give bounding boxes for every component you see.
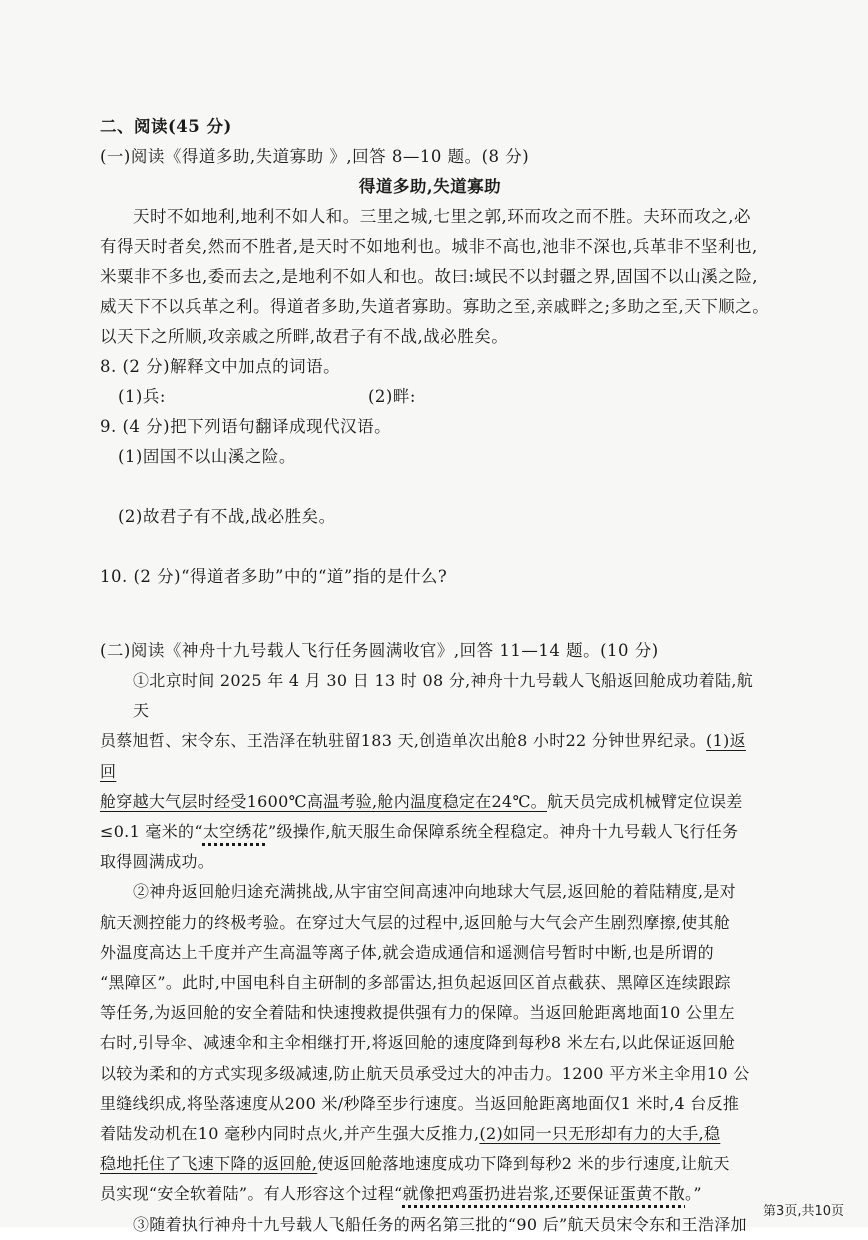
text-span: 。”: [685, 1184, 702, 1204]
passage-line: 威天下不以兵革之利。得道者多助,失道者寡助。寡助之至,亲戚畔之;多助之至,天下顺之。: [100, 297, 770, 316]
section-heading: 二、阅读(45 分): [100, 117, 232, 136]
text-span: 着陆发动机在10 毫秒内同时点火,并产生强大反推力,: [100, 1124, 480, 1144]
paragraph-2-line: 右时,引导伞、减速伞和主伞相继打开,将返回舱的速度降到每秒8 米左右,以此保证返回舱: [100, 1033, 736, 1053]
paragraph-1-line: ①北京时间 2025 年 4 月 30 日 13 时 08 分,神舟十九号载人飞船返回舱成功着陆,航天: [133, 671, 754, 721]
passage-line: 以天下之所顺,攻亲戚之所畔,故君子有不战,战必胜矣。: [100, 327, 509, 346]
underlined-sentence-2: 稳地托住了飞速下降的返回舱,: [100, 1154, 318, 1174]
paragraph-2-line: 等任务,为返回舱的安全着陆和快速搜救提供强有力的保障。当返回舱距离地面10 公里左: [100, 1003, 735, 1023]
answer-blank-1[interactable]: (1)兵:: [118, 387, 166, 406]
answer-space[interactable]: [100, 592, 760, 636]
paragraph-2-line: [100, 1149, 760, 1179]
paragraph-2-line: “黑障区”。此时,中国电科自主研制的多部雷达,担负起返回区首点截获、黑障区连续跟踪: [100, 973, 731, 993]
page-number: 第3页,共10页: [763, 1204, 844, 1219]
question-9-stem: 9. (4 分)把下列语句翻译成现代汉语。: [100, 417, 392, 436]
passage-line: 天时不如地利,地利不如人和。三里之城,七里之郭,环而攻之而不胜。夫环而攻之,必: [133, 207, 751, 226]
paragraph-1-line: 取得圆满成功。: [100, 852, 215, 872]
paragraph-3-line: ③随着执行神舟十九号载人飞船任务的两名第三批的“90 后”航天员宋令东和王浩泽加: [133, 1214, 747, 1234]
question-9-sentence-2: (2)故君子有不战,战必胜矣。: [118, 507, 336, 526]
text-span: 员蔡旭哲、宋令东、王浩泽在轨驻留183 天,创造单次出舱8 小时22 分钟世界纪录。: [100, 731, 707, 751]
paragraph-2-line: 以较为柔和的方式实现多级减速,防止航天员承受过大的冲击力。1200 平方米主伞用10 公: [100, 1063, 750, 1083]
answer-space[interactable]: [100, 472, 760, 502]
answer-space[interactable]: [100, 532, 760, 562]
paragraph-2-line: ②神舟返回舱归途充满挑战,从宇宙空间高速冲向地球大气层,返回舱的着陆精度,是对: [133, 882, 736, 902]
question-8-stem: 8. (2 分)解释文中加点的词语。: [100, 357, 341, 376]
paragraph-2-line: [100, 1179, 760, 1209]
part2-intro: (二)阅读《神舟十九号载人飞行任务圆满收官》,回答 11—14 题。(10 分): [100, 641, 659, 660]
underlined-sentence-1: 舱穿越大气层时经受1600℃高温考验,舱内温度稳定在24℃。: [100, 791, 547, 811]
passage-title: 得道多助,失道寡助: [358, 177, 502, 196]
paragraph-2-line: 外温度高达上千度并产生高温等离子体,就会造成通信和遥测信号暂时中断,也是所谓的: [100, 942, 714, 962]
page-content: [100, 112, 770, 1240]
passage-line: 有得天时者矣,然而不胜者,是天时不如地利也。城非不高也,池非不深也,兵革非不坚利也,: [100, 237, 758, 256]
paragraph-2-line: [100, 1119, 760, 1149]
text-span: 航天员完成机械臂定位误差: [546, 791, 743, 811]
underlined-sentence-1: (1)返回: [100, 731, 746, 781]
paragraph-2-line: 里缝线织成,将坠落速度从200 米/秒降至步行速度。当返回舱距离地面仅1 米时,4 台反推: [100, 1093, 740, 1113]
paragraph-1-line: [100, 787, 760, 817]
underlined-sentence-2: (2)如同一只无形却有力的大手,稳: [479, 1124, 721, 1144]
text-span: 使返回舱落地速度成功下降到每秒2 米的步行速度,让航天: [317, 1154, 730, 1174]
text-span: 员实现“安全软着陆”。有人形容这个过程“: [100, 1184, 403, 1204]
question-10-stem: 10. (2 分)“得道者多助”中的“道”指的是什么?: [100, 567, 448, 586]
part1-intro: (一)阅读《得道多助,失道寡助 》,回答 8—10 题。(8 分): [100, 147, 530, 166]
paragraph-2-line: 航天测控能力的终极考验。在穿过大气层的过程中,返回舱与大气会产生剧烈摩擦,使其舱: [100, 912, 731, 932]
text-span: ”级操作,航天服生命保障系统全程稳定。神舟十九号载人飞行任务: [268, 822, 739, 842]
text-span: ≤0.1 毫米的“: [100, 822, 203, 842]
answer-blank-2[interactable]: (2)畔:: [368, 387, 416, 406]
dotted-phrase: 就像把鸡蛋扔进岩浆,还要保证蛋黄不散: [402, 1184, 686, 1204]
paragraph-1-line: [100, 817, 760, 847]
paragraph-1-line: [100, 726, 760, 786]
question-9-sentence-1: (1)固国不以山溪之险。: [118, 447, 296, 466]
dotted-phrase: 太空绣花: [202, 822, 269, 842]
passage-line: 米粟非不多也,委而去之,是地利不如人和也。故曰:域民不以封疆之界,固国不以山溪之险,: [100, 267, 759, 286]
question-8-answers: [100, 382, 760, 412]
